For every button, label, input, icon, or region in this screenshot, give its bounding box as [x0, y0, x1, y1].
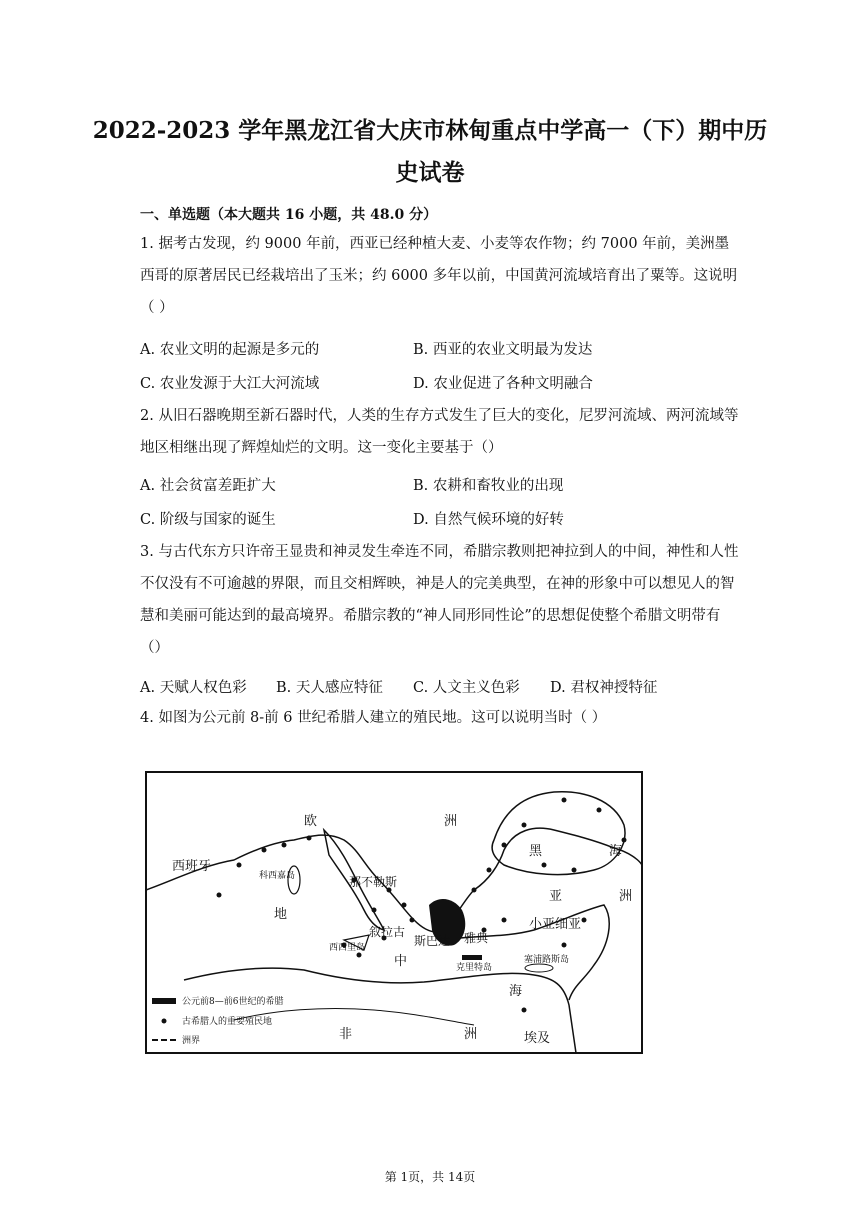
label-black-1: 黑 — [529, 844, 543, 859]
q3-option-d: D. 君权神授特征 — [550, 680, 658, 696]
greek-colonies-map — [144, 770, 644, 1055]
q2-option-a: A. 社会贫富差距扩大 — [140, 478, 276, 494]
title-line-2: 史试卷 — [395, 159, 465, 186]
q1-option-b: B. 西亚的农业文明最为发达 — [413, 342, 593, 358]
map-frame — [146, 772, 642, 1053]
legend-greece-text: 公元前8—前6世纪的希腊 — [182, 997, 284, 1007]
question-1: 1. 据考古发现，约 9000 年前，西亚已经种植大麦、小麦等农作物；约 7000 年前，美洲墨西哥的原著居民已经栽培出了玉米；约 6000 多年以前，中国黄河流域培育出了粟等。这说明（ ） — [140, 236, 738, 316]
q3-option-a: A. 天赋人权色彩 — [140, 680, 247, 696]
q3-option-b: B. 天人感应特征 — [276, 680, 383, 696]
legend-border-text: 洲界 — [182, 1036, 201, 1046]
label-med-1: 地 — [274, 907, 288, 922]
question-4: 4. 如图为公元前 8-前 6 世纪希腊人建立的殖民地。这可以说明当时（ ） — [140, 710, 607, 726]
label-med-2: 中 — [394, 954, 408, 969]
crete-mark — [462, 955, 482, 960]
page-footer: 第 1页，共 14页 — [384, 1170, 476, 1184]
label-sparta: 斯巴达 — [414, 934, 451, 948]
q2-option-b: B. 农耕和畜牧业的出现 — [413, 478, 564, 494]
q1-option-d: D. 农业促进了各种文明融合 — [413, 376, 593, 392]
label-naples: 那不勒斯 — [349, 875, 398, 889]
label-europe-1: 欧 — [304, 814, 318, 829]
legend-colony-swatch — [162, 1019, 167, 1024]
label-med-3: 海 — [509, 984, 523, 999]
label-africa-1: 非 — [339, 1027, 353, 1042]
label-syracuse: 叙拉古 — [369, 925, 406, 939]
label-asia-2: 洲 — [619, 889, 633, 904]
label-black-2: 海 — [609, 844, 623, 859]
section-heading: 一、单选题（本大题共 16 小题，共 48.0 分） — [140, 207, 438, 223]
legend-colony-text: 古希腊人的重要殖民地 — [182, 1017, 273, 1027]
exam-title — [60, 110, 800, 194]
q2-option-c: C. 阶级与国家的诞生 — [140, 512, 276, 528]
label-cyprus: 塞浦路斯岛 — [524, 955, 570, 965]
question-3: 3. 与古代东方只许帝王显贵和神灵发生牵连不同，希腊宗教则把神拉到人的中间，神性和人性不仅没有不可逾越的界限，而且交相辉映，神是人的完美典型，在神的形象中可以想见人的智慧和美丽可能达到的最高境界。希腊宗教的“神人同形同性论”的思想促使整个希腊文明带有（） — [140, 544, 739, 656]
q1-option-a: A. 农业文明的起源是多元的 — [140, 342, 320, 358]
label-asia-1: 亚 — [549, 889, 563, 904]
q1-option-c: C. 农业发源于大江大河流域 — [140, 376, 320, 392]
legend-greece-swatch — [152, 998, 176, 1004]
q2-option-d: D. 自然气候环境的好转 — [413, 512, 564, 528]
label-egypt: 埃及 — [524, 1031, 551, 1046]
label-crete: 克里特岛 — [456, 963, 493, 973]
label-africa-2: 洲 — [464, 1027, 478, 1042]
label-asia-minor: 小亚细亚 — [529, 917, 582, 932]
label-sicily: 西西里岛 — [329, 943, 366, 953]
q3-option-c: C. 人文主义色彩 — [413, 680, 520, 696]
title-line-1: 2022-2023 学年黑龙江省大庆市林甸重点中学高一（下）期中历 — [92, 117, 768, 144]
label-spain: 西班牙 — [172, 859, 212, 874]
label-athens: 雅典 — [464, 931, 489, 945]
question-2: 2. 从旧石器晚期至新石器时代，人类的生存方式发生了巨大的变化，尼罗河流域、两河流域等地区相继出现了辉煌灿烂的文明。这一变化主要基于（） — [140, 408, 739, 456]
label-europe-2: 洲 — [444, 814, 458, 829]
label-corsica: 科西嘉岛 — [259, 871, 296, 881]
